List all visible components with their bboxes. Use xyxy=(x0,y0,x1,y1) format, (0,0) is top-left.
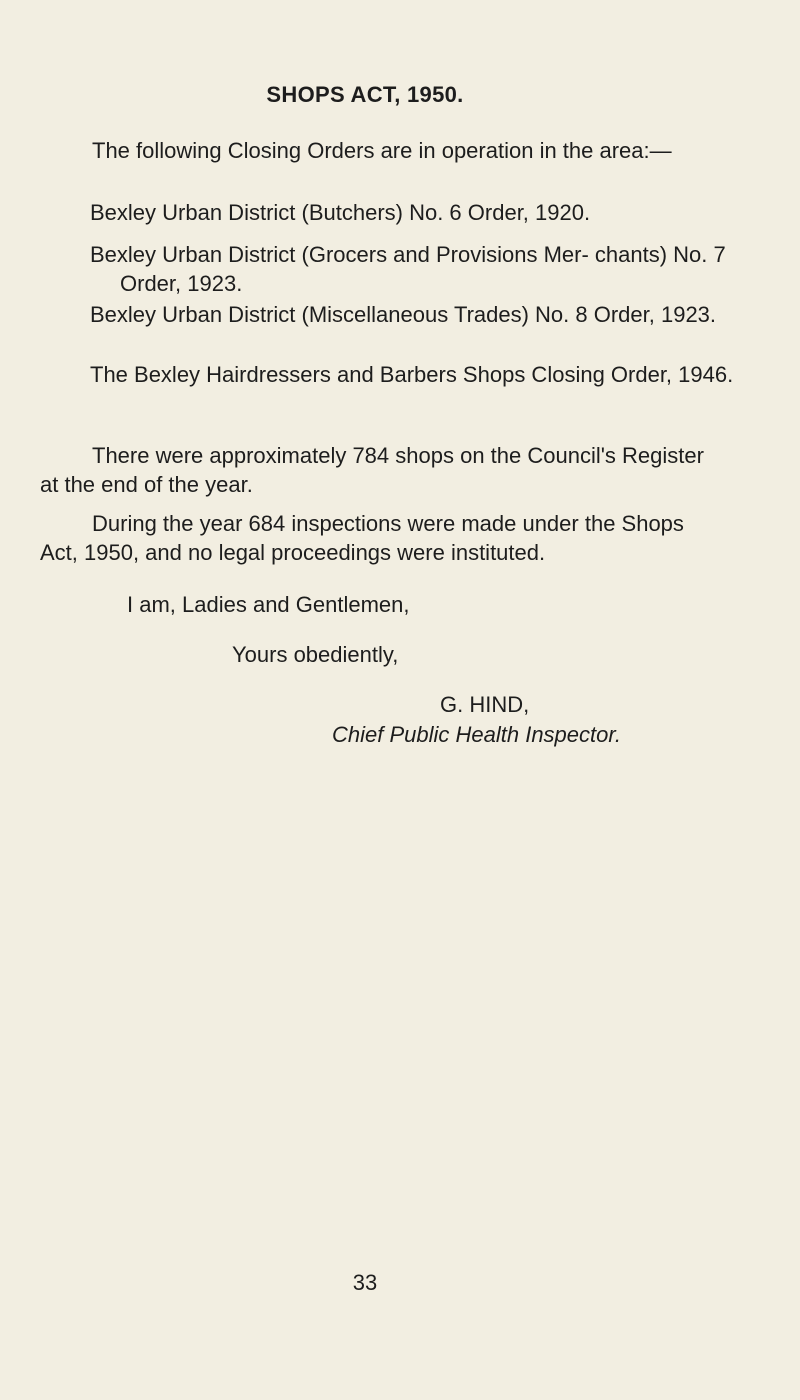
salutation: I am, Ladies and Gentlemen, xyxy=(127,592,410,617)
intro-paragraph: The following Closing Orders are in operation in the area:— xyxy=(92,138,672,163)
page-number: 33 xyxy=(352,1270,378,1295)
order-item-hairdressers: The Bexley Hairdressers and Barbers Shops Closing Order, 1946. xyxy=(90,362,734,387)
order-item-grocers: Bexley Urban District (Grocers and Provisions Mer- chants) No. 7 Order, 1923. xyxy=(90,242,726,296)
register-paragraph: There were approximately 784 shops on the Council's Register at the end of the year. xyxy=(40,443,704,497)
order-item-miscellaneous: Bexley Urban District (Miscellaneous Trades) No. 8 Order, 1923. xyxy=(90,302,717,327)
signatory-title: Chief Public Health Inspector. xyxy=(332,722,621,747)
inspections-paragraph: During the year 684 inspections were made under the Shops Act, 1950, and no legal proceedings were instituted. xyxy=(40,511,684,565)
closing: Yours obediently, xyxy=(232,642,399,667)
signatory-name: G. HIND, xyxy=(440,692,530,717)
order-item-butchers: Bexley Urban District (Butchers) No. 6 Order, 1920. xyxy=(90,200,591,225)
page-title: SHOPS ACT, 1950. xyxy=(266,82,464,107)
